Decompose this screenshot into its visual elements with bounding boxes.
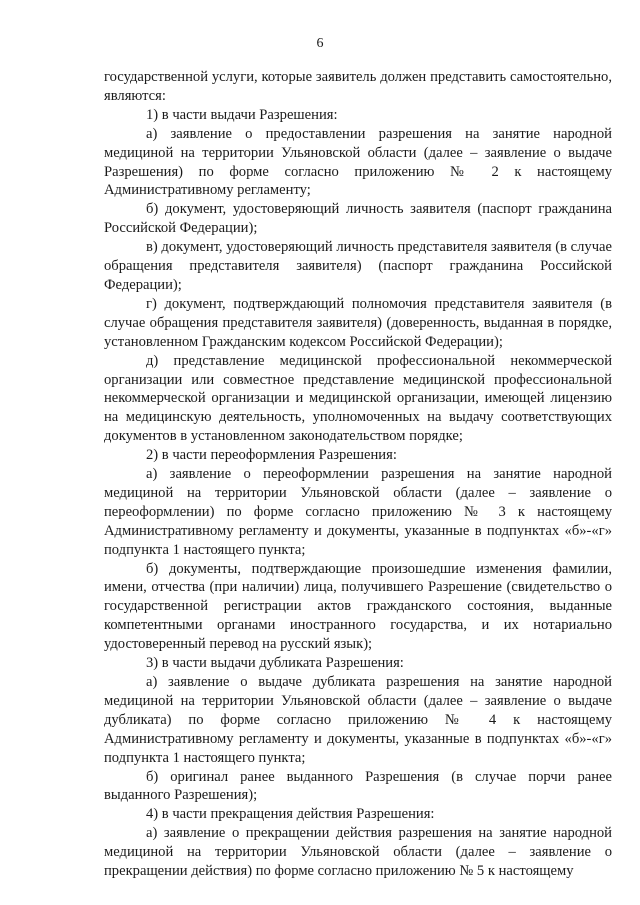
paragraph: б) оригинал ранее выданного Разрешения (в случае порчи ранее выданного Разрешения); xyxy=(104,768,612,804)
paragraph: б) документ, удостоверяющий личность заявителя (паспорт гражданина Российской Федерации); xyxy=(104,201,612,237)
document-body xyxy=(104,68,612,881)
paragraph: государственной услуги, которые заявитель должен представить самостоятельно, являются: xyxy=(104,69,612,104)
paragraph: а) заявление о выдаче дубликата разрешения на занятие народной медициной на территории Ульяновской области (далее – заявление о выдаче дубликата) по форме согласно приложению № 4 к настоящему Административному регламенту и документы, указанные в подпунктах «б»-«г» подпункта 1 настоящего пункта; xyxy=(104,674,612,766)
paragraph: 4) в части прекращения действия Разрешения: xyxy=(146,806,435,823)
paragraph: а) заявление о предоставлении разрешения на занятие народной медициной на территории Ульяновской области (далее – заявление о выдаче Разрешения) по форме согласно приложению № 2 к настоящему Административному регламенту; xyxy=(104,125,612,199)
paragraph: 2) в части переоформления Разрешения: xyxy=(146,447,397,464)
paragraph: г) документ, подтверждающий полномочия представителя заявителя (в случае обращения представителя заявителя) (доверенность, выданная в порядке, установленном Гражданским кодексом Российской Федерации); xyxy=(104,295,612,350)
paragraph: 1) в части выдачи Разрешения: xyxy=(146,106,338,123)
paragraph: 3) в части выдачи дубликата Разрешения: xyxy=(146,655,404,672)
paragraph: а) заявление о переоформлении разрешения на занятие народной медициной на территории Ульяновской области (далее – заявление о переоформлении) по форме согласно приложению № 3 к настоящему Административному регламенту и документы, указанные в подпунктах «б»-«г» подпункта 1 настоящего пункта; xyxy=(104,466,612,558)
paragraph: д) представление медицинской профессиональной некоммерческой организации или совместное представление медицинской профессиональной некоммерческой организации и медицинской организации, имеющей лицензию на медицинскую деятельность, уполномоченных на выдачу соответствующих документов в установленном законодательством порядке; xyxy=(104,352,612,445)
paragraph: б) документы, подтверждающие произошедшие изменения фамилии, имени, отчества (при наличии) лица, получившего Разрешение (свидетельство о государственной регистрации актов гражданского состояния, выданные компетентными органами иностранного государства, и их нотариально удостоверенный перевод на русский язык); xyxy=(104,560,612,653)
page-number: 6 xyxy=(316,36,324,51)
paragraph: а) заявление о прекращении действия разрешения на занятие народной медициной на территории Ульяновской области (далее – заявление о прекращении действия) по форме согласно приложению № 5 к настоящему xyxy=(104,825,612,880)
paragraph: в) документ, удостоверяющий личность представителя заявителя (в случае обращения представителя заявителя) (паспорт гражданина Российской Федерации); xyxy=(104,239,612,293)
